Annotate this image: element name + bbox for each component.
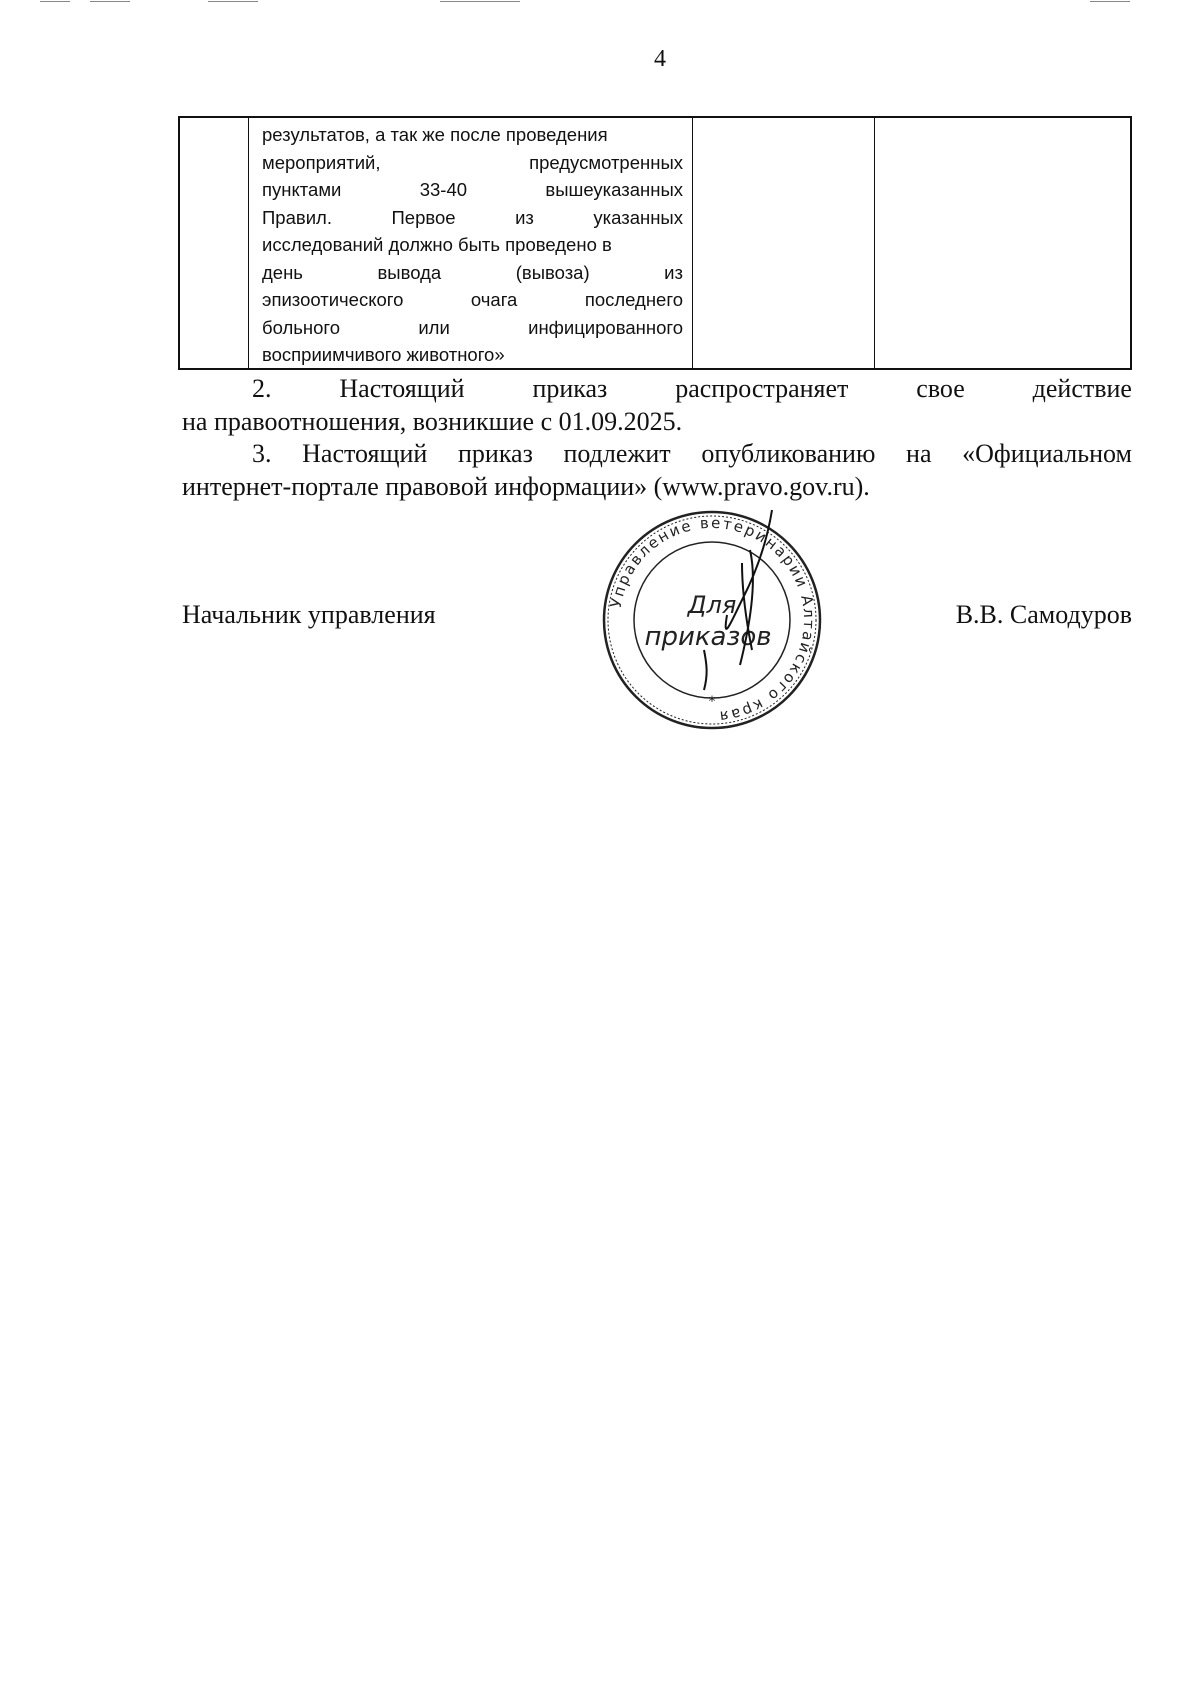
table-text-word: вышеуказанных xyxy=(545,179,683,200)
paragraph-word: «Официальном xyxy=(962,439,1132,468)
table-text-word: вывода xyxy=(377,261,442,283)
table-text-word: восприимчивого животного» xyxy=(262,344,505,365)
table-text-line xyxy=(262,231,683,259)
handwritten-signature-stroke xyxy=(704,650,707,690)
table-text-word: Правил. xyxy=(262,206,332,228)
table-text-word: из xyxy=(515,206,534,228)
table-text-word: (вывоза) xyxy=(515,261,590,283)
paragraph-word: Настоящий xyxy=(302,439,428,468)
stamp-ring-text: Управление ветеринарии Алтайского края xyxy=(606,513,819,726)
paragraph-word: приказ xyxy=(532,374,608,403)
table-cell-text xyxy=(249,118,693,369)
paragraph-2 xyxy=(182,372,1132,438)
table-cell-empty xyxy=(693,118,875,369)
signer-name: В.В. Самодуров xyxy=(955,600,1132,629)
table-text-word: последнего xyxy=(584,289,683,310)
table-text-line xyxy=(262,176,683,204)
table-text-word: день xyxy=(262,261,303,283)
table-cell-empty xyxy=(875,118,1130,369)
scan-edge-marks xyxy=(0,0,1200,4)
table-text-word: или xyxy=(418,316,450,338)
table-text-word: исследований должно быть проведено в xyxy=(262,234,612,255)
paragraph-word: приказ xyxy=(457,439,533,468)
table-text-line xyxy=(262,341,683,369)
table-text-line xyxy=(262,259,683,287)
paragraph-word: Настоящий xyxy=(339,374,465,403)
paragraph-word: 2. xyxy=(252,374,272,403)
paragraph-3-line-1 xyxy=(182,437,1132,470)
table-text-word: из xyxy=(664,261,683,283)
paragraph-3-line-2: интернет-портале правовой информации» (www.pravo.gov.ru). xyxy=(182,472,870,501)
stamp-star: * xyxy=(708,694,716,710)
stamp-center-text-1: Для xyxy=(687,591,737,619)
table-continuation xyxy=(178,116,1132,370)
stamp-center-text-2: приказов xyxy=(644,622,772,652)
table-cell-number xyxy=(180,118,249,369)
signer-title: Начальник управления xyxy=(182,600,436,629)
table-text-word: больного xyxy=(262,316,341,338)
table-text-word: указанных xyxy=(593,206,683,228)
paragraph-word: распространяет xyxy=(675,374,849,403)
table-text-word: очага xyxy=(470,289,518,310)
paragraph-3 xyxy=(182,437,1132,503)
paragraph-2-line-2: на правоотношения, возникшие с 01.09.2025. xyxy=(182,407,683,436)
table-text-line xyxy=(262,204,683,232)
table-text-line xyxy=(262,314,683,342)
table-text-word: инфицированного xyxy=(528,316,683,338)
stamp-inner-ring xyxy=(634,542,790,698)
paragraph-word: 3. xyxy=(252,439,272,468)
table-text-line xyxy=(262,121,683,149)
page-number: 4 xyxy=(654,46,666,72)
table-text-word: пунктами xyxy=(262,179,342,200)
paragraph-word: опубликованию xyxy=(701,439,876,468)
table-text-word: Первое xyxy=(391,206,456,228)
paragraph-word: свое xyxy=(916,374,965,403)
table-text-line xyxy=(262,149,683,177)
table-text-word: эпизоотического xyxy=(262,289,404,310)
paragraph-word: действие xyxy=(1032,374,1132,403)
official-stamp xyxy=(592,505,832,735)
paragraph-word: на xyxy=(906,439,932,468)
paragraph-2-line-1 xyxy=(182,372,1132,405)
table-text-word: результатов, а так же после проведения xyxy=(262,124,608,145)
table-text-word: предусмотренных xyxy=(529,151,683,173)
paragraph-word: подлежит xyxy=(563,439,671,468)
table-text-word: 33-40 xyxy=(419,179,468,200)
table-text-word: мероприятий, xyxy=(262,151,381,173)
table-text-line xyxy=(262,286,683,314)
